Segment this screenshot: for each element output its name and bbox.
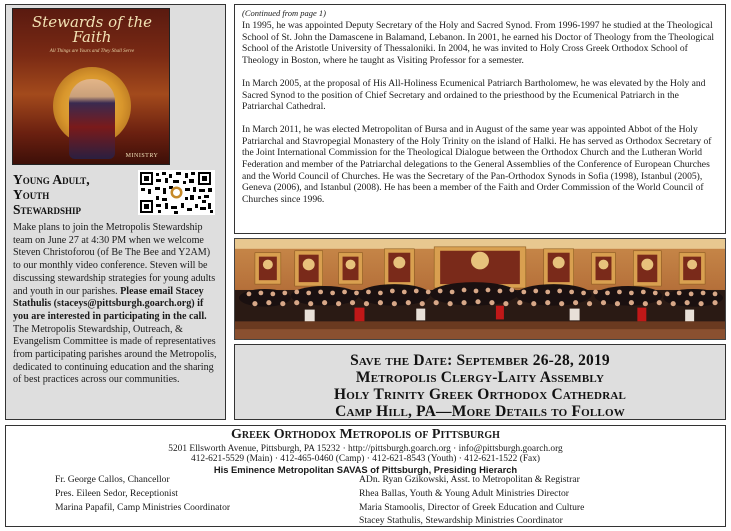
heading-line-2: Youth <box>13 187 50 202</box>
group-photo-graphic <box>235 239 725 339</box>
staff-item: Pres. Eileen Sedor, Receptionist <box>55 488 178 499</box>
staff-item: Marina Papafil, Camp Ministries Coordinator <box>55 502 231 513</box>
young-adult-body-text <box>13 222 220 387</box>
footer-hierarch: His Eminence Metropolitan SAVAS of Pittsburgh, Presiding Hierarch <box>213 464 518 475</box>
metropolis-footer <box>5 425 726 527</box>
bio-paragraph: In March 2005, at the proposal of His All-Holiness Ecumenical Patriarch Bartholomew, he was elevated by the Holy and Sacred Synod to the position of Chief Secretary and ordained to the priesthood by the Ecumenical Patriarch in the Patriarchal Cathedral. <box>242 77 706 113</box>
stewards-image-title: Stewards of the Faith <box>31 13 153 46</box>
body-outro: The Metropolis Stewardship, Outreach, & Evangelism Committee is made of representatives from participating parishes around the Metropolis, dedicated to continuing education and the sharing of best practices across our communities. <box>13 323 217 386</box>
bio-paragraph: In March 2011, he was elected Metropolitan of Bursa and in August of the same year was appointed Abbot of the Holy Patriarchal and Stavropegial Monastery of the Holy Trinity on the island of Halki. He has served as Orthodox Secretary of the Joint International Commission for the Theological Dialogue between the Orthodox Church and the Lutheran World Federation and member of the Patriarchal delegations to the General Assemblies of the Conference of European Churches and the World Council of Churches. He was the Secretary of the Pan-Orthodox Synods in Sofia (1998), Istanbul (2005), Geneva (2006), and Istanbul (2008). He has been a member of the Faith and Order Commission of the World Council of Churches since 1996. <box>242 123 712 206</box>
qr-code[interactable] <box>138 170 215 215</box>
body-intro: Make plans to join the Metropolis Stewardship team on June 27 at 4:30 PM when we welcome Steven Christoforou (of Be The Bee and Y2AM) to our monthly video conference. Steven will be discussing stewardship strategies for young adults and youth in our parishes. <box>13 222 216 297</box>
staff-item: Maria Stamoolis, Director of Greek Education and Culture <box>359 502 585 513</box>
qr-code-graphic <box>138 170 215 215</box>
ministry-logo: MINISTRY <box>125 153 159 159</box>
staff-item: ADn. Ryan Gzikowski, Asst. to Metropolitan & Registrar <box>359 474 580 485</box>
staff-item: Rhea Ballas, Youth & Young Adult Ministries Director <box>359 488 570 499</box>
staff-item: Fr. George Callos, Chancellor <box>55 474 170 485</box>
continued-note: (Continued from page 1) <box>242 8 326 18</box>
footer-address[interactable]: 5201 Ellsworth Avenue, Pittsburgh, PA 15232 · http://pittsburgh.goarch.org · info@pittsburgh.goarch.org <box>168 444 563 454</box>
save-the-date-line: Save the Date: September 26-28, 2019 <box>350 352 610 369</box>
heading-line-1: Young Adult, <box>13 172 90 187</box>
stewards-image-subtitle: All Things are Yours and They Shall Serve <box>49 49 135 54</box>
bio-article <box>234 4 726 234</box>
young-adult-heading <box>13 172 131 217</box>
save-the-date-box <box>234 344 726 420</box>
footer-title: Greek Orthodox Metropolis of Pittsburgh <box>231 427 500 442</box>
location-line: Camp Hill, PA—More Details to Follow <box>335 403 625 420</box>
footer-phones: 412-621-5529 (Main) · 412-465-0460 (Camp) · 412-621-8543 (Youth) · 412-621-1522 (Fax) <box>191 454 540 464</box>
stewards-of-the-faith-image <box>12 8 170 165</box>
bio-paragraph: In 1995, he was appointed Deputy Secretary of the Holy and Sacred Synod. From 1996-1997 he studied at the Theological School of St. John the Damascene in Balamand, Lebanon. In 2001, he earned his Doctor of Theology from the Theological School of the Aristotle University of Thessaloniki. In 2004, he was invited to Holy Cross Greek Orthodox School of Theology in Boston, where he taught as Visiting Professor for a semester. <box>242 20 715 67</box>
staff-item: Stacey Stathulis, Stewardship Ministries Coordinator <box>359 515 563 526</box>
cathedral-line: Holy Trinity Greek Orthodox Cathedral <box>333 386 627 403</box>
clergy-laity-group-photo <box>234 238 726 340</box>
assembly-line: Metropolis Clergy-Laity Assembly <box>355 369 605 386</box>
christ-icon-figure <box>69 79 115 159</box>
body-email-callout[interactable]: Please email Stacey Stathulis (staceys@pittsburgh.goarch.org) if you are interested in participating in the call. <box>13 285 207 322</box>
heading-line-3: Stewardship <box>13 202 82 217</box>
